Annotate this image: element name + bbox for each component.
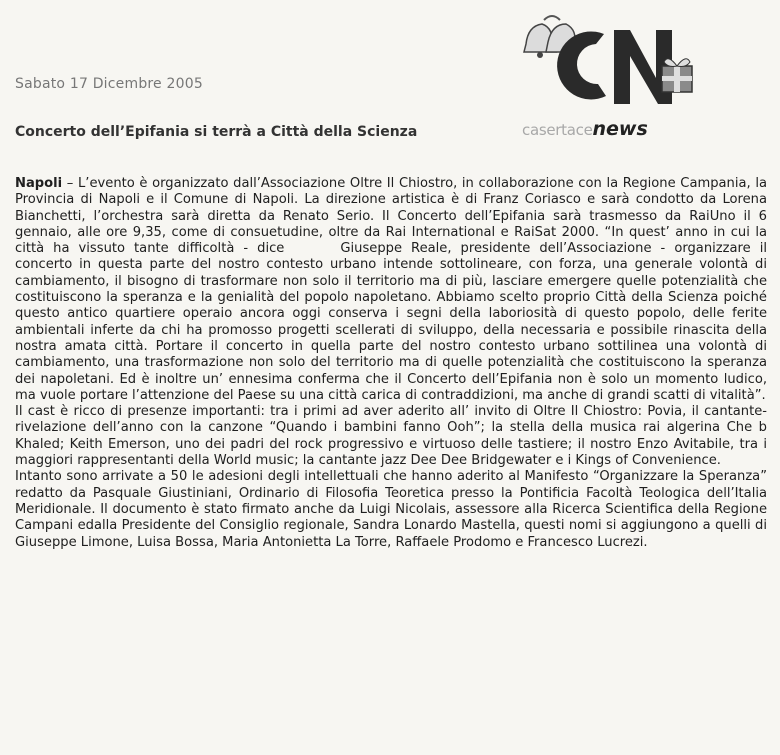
article-headline: Concerto dell’Epifania si terrà a Città della Scienza <box>15 124 418 140</box>
dateline-location: Napoli <box>15 176 63 191</box>
logo-word-dark: news <box>592 118 648 140</box>
article-paragraph-3: Intanto sono arrivate a 50 le adesioni degli intellettuali che hanno aderito al Manifesto “Organizzare la Speranza” redatto da Pasquale Giustiniani, Ordinario di Filosofia Teoretica presso la Pontificia Facoltà Teologica dell’Italia Meridionale. Il documento è stato firmato anche da Luigi Nicolais, assessore alla Ricerca Scientifica della Regione Campani edalla Presidente del Consiglio regionale, Sandra Lonardo Mastella, questi nomi si aggiungono a quelli di Giuseppe Limone, Luisa Bossa, Maria Antonietta La Torre, Raffaele Prodomo e Francesco Lucrezi. <box>15 469 767 550</box>
cn-bells-gift-logo-icon <box>522 0 702 120</box>
article-paragraph-1 <box>15 176 767 404</box>
article-date: Sabato 17 Dicembre 2005 <box>15 76 203 92</box>
article-paragraph-2: Il cast è ricco di presenze importanti: tra i primi ad aver aderito all’ invito di Oltre Il Chiostro: Povia, il cantante-rivelazione dell’anno con la canzone “Quando i bambini fanno Ooh”; la stella della musica rai algerina Che b Khaled; Keith Emerson, uno dei padri del rock progressivo e virtuoso delle tastiere; il nostro Enzo Avitabile, tra i maggiori rappresentanti della World music; la cantante jazz Dee Dee Bridgewater e i Kings of Convenience. <box>15 404 767 469</box>
site-logo <box>522 0 702 140</box>
logo-word-light: casertace <box>522 121 593 139</box>
logo-wordmark <box>522 118 702 140</box>
article-body <box>15 176 767 551</box>
paragraph-1-text-b: Giuseppe Reale, presidente dell’Associazione - organizzare il concerto in questa parte del nostro contesto urbano intende sottolineare, con forza, una generale volontà di cambiamento, il bisogno di trasformare non solo il territorio ma di più, lasciare emergere quelle potenzialità che costituiscono la speranza e la genialità del popolo napoletano. Abbiamo scelto proprio Città della Scienza poiché questo antico quartiere operaio ancora oggi conserva i segni della laboriosità di questo popolo, delle ferite ambientali inferte da chi ha promosso progetti scellerati di sviluppo, della necessaria e possibile rinascita della nostra amata città. Portare il concerto in quella parte del nostro contesto urbano sottilinea una volontà di cambiamento, una trasformazione non solo del territorio ma di quelle potenzialità che costituiscono la speranza dei napoletani. Ed è inoltre un’ ennesima conferma che il Concerto dell’Epifania non è solo un momento ludico, ma vuole portare l’attenzione del Paese su una città carica di contraddizioni, ma anche di grandi scatti di vitalità”. <box>15 241 767 403</box>
paragraph-1-text-a: – L’evento è organizzato dall’Associazione Oltre Il Chiostro, in collaborazione con la Regione Campania, la Provincia di Napoli e il Comune di Napoli. La direzione artistica è di Franz Coriasco e sarà condotto da Lorena Bianchetti, l’orchestra sarà diretta da Renato Serio. Il Concerto dell’Epifania sarà trasmesso da RaiUno il 6 gennaio, alle ore 9,35, come di consuetudine, oltre da Rai International e RaiSat 2000. “In quest’ anno in cui la città ha vissuto tante difficoltà - dice <box>15 176 767 257</box>
